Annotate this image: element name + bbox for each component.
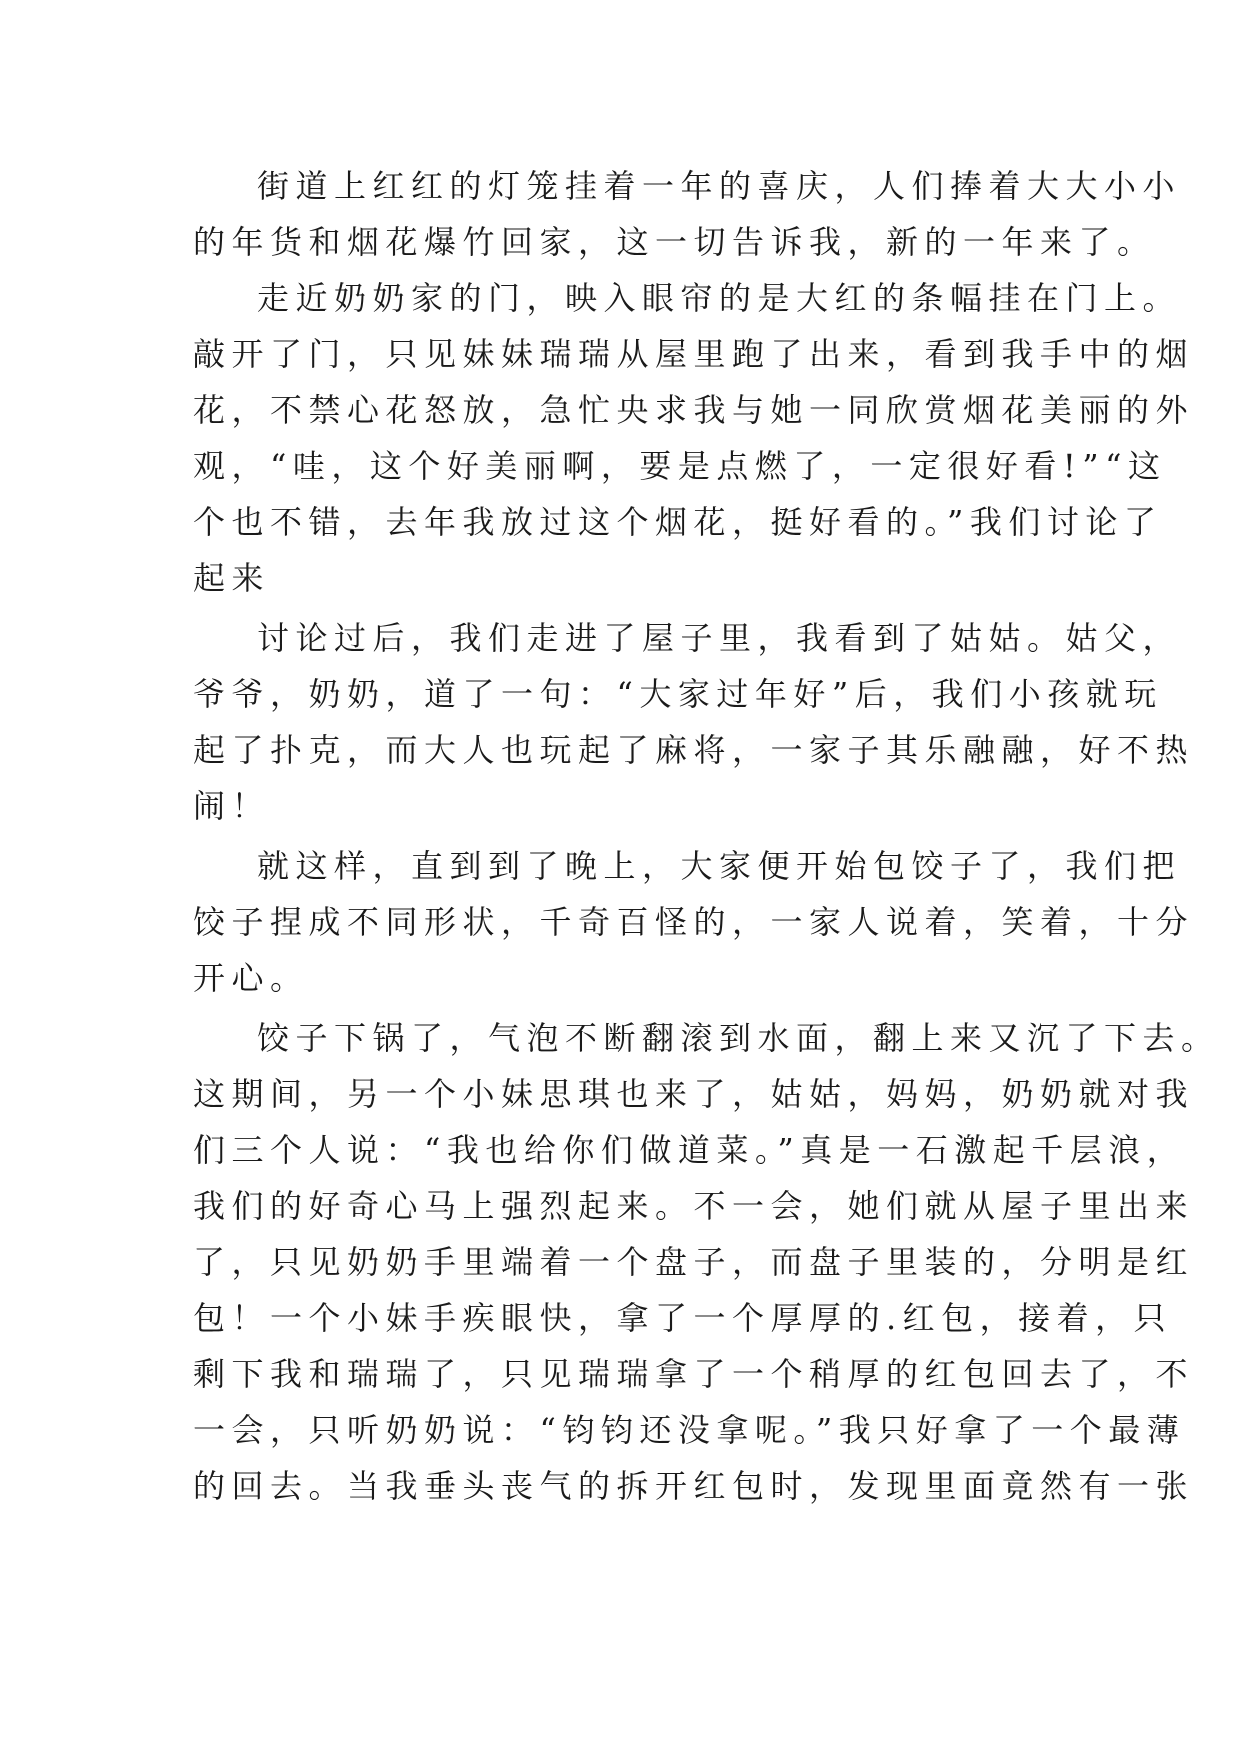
text-line: 讨论过后，我们走进了屋子里，我看到了姑姑。姑父， [257,619,1182,657]
text-line: 了，只见奶奶手里端着一个盘子，而盘子里装的，分明是红 [193,1243,1195,1281]
text-line: 爷爷，奶奶，道了一句：“大家过年好”后，我们小孩就玩 [193,675,1163,713]
text-line: 一会，只听奶奶说：“钧钧还没拿呢。”我只好拿了一个最薄 [193,1411,1186,1449]
text-line: 剩下我和瑞瑞了，只见瑞瑞拿了一个稍厚的红包回去了，不 [193,1355,1195,1393]
text-line: 个也不错，去年我放过这个烟花，挺好看的。”我们讨论了 [193,503,1163,541]
text-line: 包！一个小妹手疾眼快，拿了一个厚厚的.红包，接着，只 [193,1299,1173,1337]
text-line: 敲开了门，只见妹妹瑞瑞从屋里跑了出来，看到我手中的烟 [193,335,1195,373]
text-line: 的回去。当我垂头丧气的拆开红包时，发现里面竟然有一张 [193,1467,1195,1505]
paragraph-2 [193,270,1195,606]
text-line: 闹！ [193,787,271,825]
text-line: 观，“哇，这个好美丽啊，要是点燃了，一定很好看!”“这 [193,447,1167,485]
text-line: 开心。 [193,959,309,997]
text-line: 饺子下锅了，气泡不断翻滚到水面，翻上来又沉了下去。 [257,1019,1220,1057]
body-text [193,158,1220,1514]
paragraph-4 [193,838,1195,1006]
text-line: 就这样，直到到了晚上，大家便开始包饺子了，我们把 [257,847,1182,885]
paragraph-5 [193,1010,1220,1514]
text-line: 们三个人说：“我也给你们做道菜。”真是一石激起千层浪， [193,1131,1186,1169]
paragraph-1 [193,158,1182,270]
text-line: 起了扑克，而大人也玩起了麻将，一家子其乐融融，好不热 [193,731,1195,769]
text-line: 街道上红红的灯笼挂着一年的喜庆，人们捧着大大小小 [257,167,1182,205]
text-line: 走近奶奶家的门，映入眼帘的是大红的条幅挂在门上。 [257,279,1182,317]
text-line: 这期间，另一个小妹思琪也来了，姑姑，妈妈，奶奶就对我 [193,1075,1195,1113]
text-line: 的年货和烟花爆竹回家，这一切告诉我，新的一年来了。 [193,223,1156,261]
text-line: 起来 [193,559,271,597]
paragraph-3 [193,610,1195,834]
text-line: 我们的好奇心马上强烈起来。不一会，她们就从屋子里出来 [193,1187,1195,1225]
text-line: 饺子捏成不同形状，千奇百怪的，一家人说着，笑着，十分 [193,903,1195,941]
text-line: 花，不禁心花怒放，急忙央求我与她一同欣赏烟花美丽的外 [193,391,1195,429]
